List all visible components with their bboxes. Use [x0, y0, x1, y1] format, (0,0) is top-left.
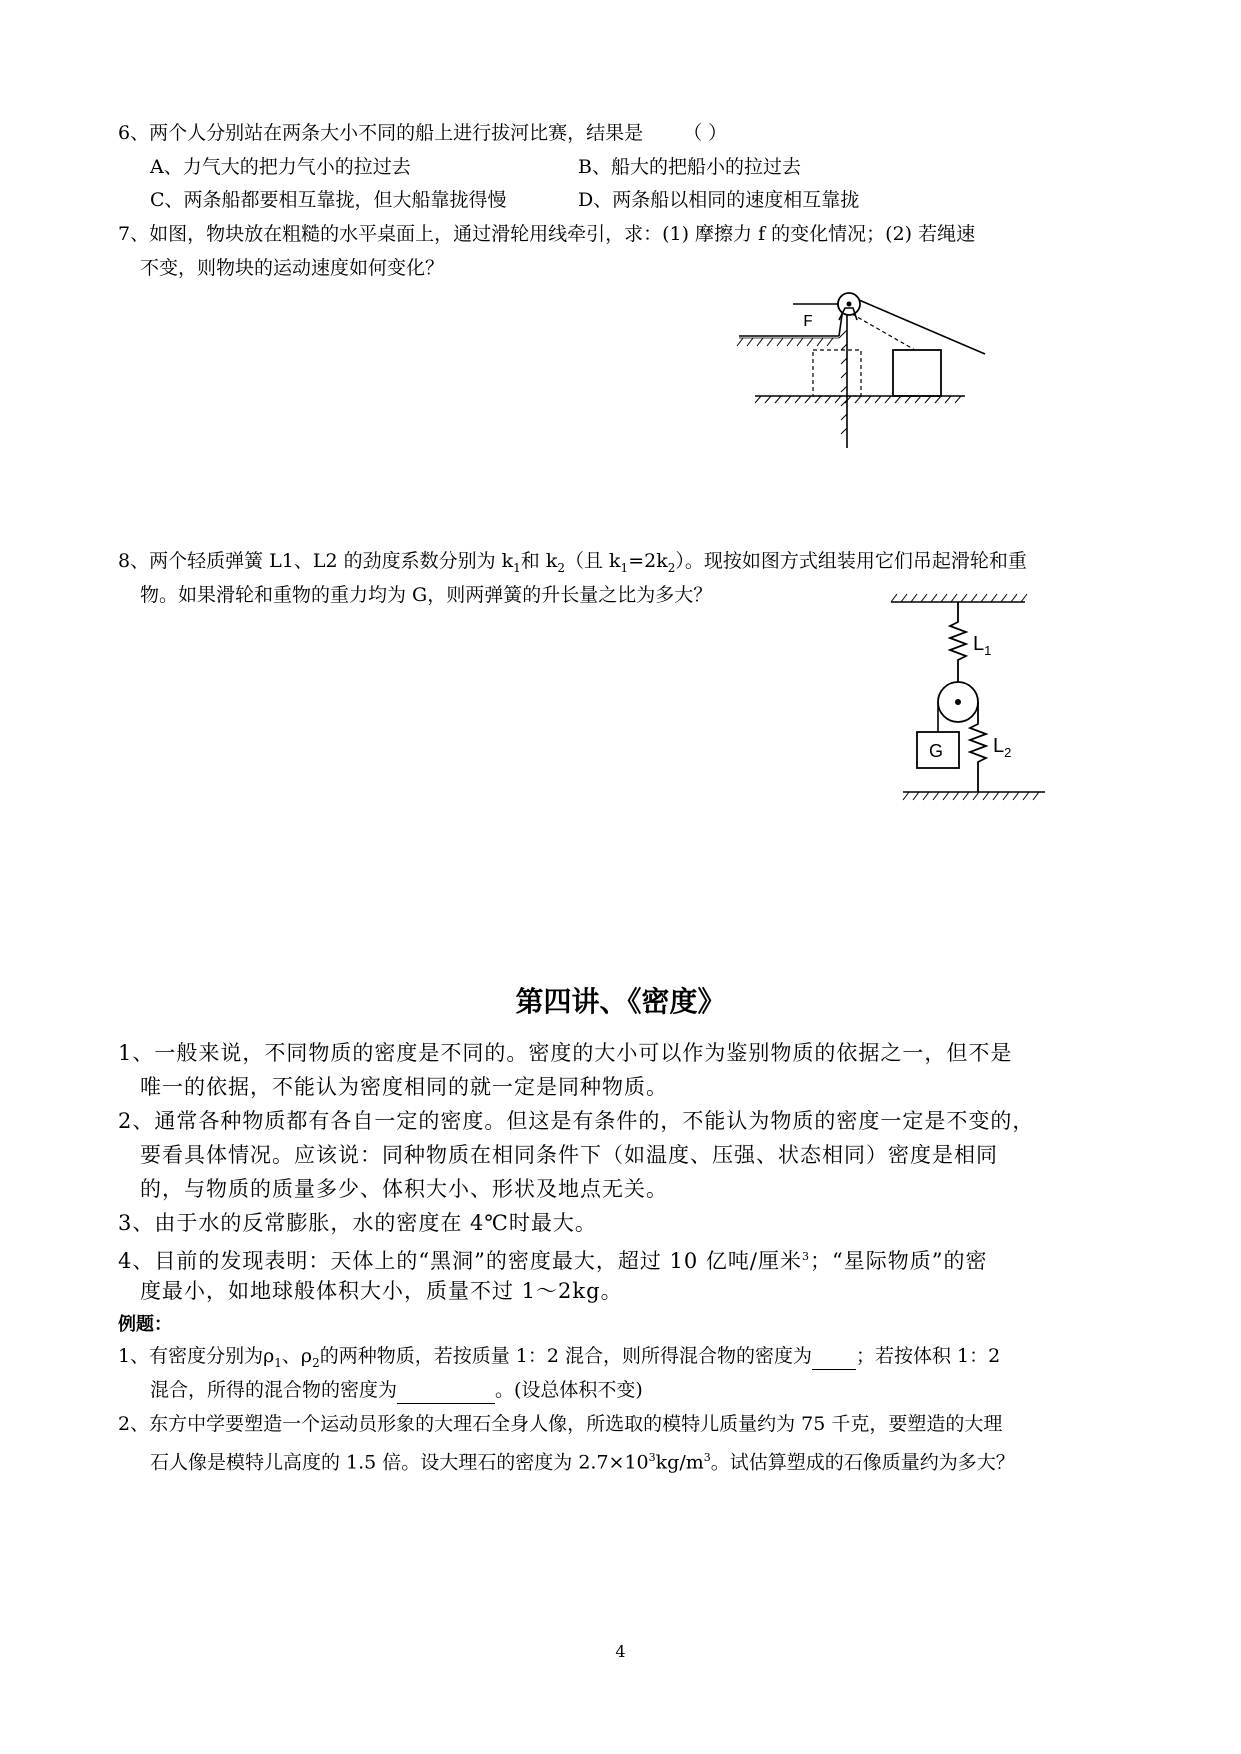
spring-l1 — [950, 602, 966, 682]
q6-option-c: C、两条船都要相互靠拢，但大船靠拢得慢 — [150, 189, 507, 211]
point-3: 3、由于水的反常膨胀，水的密度在 4℃时最大。 — [118, 1211, 597, 1235]
q7-line2: 不变，则物块的运动速度如何变化？ — [140, 257, 445, 279]
q6-answer-paren: （ ） — [683, 122, 728, 144]
spring-l1-label: $L_1$ — [973, 633, 992, 658]
q7-line1: 7、如图，物块放在粗糙的水平桌面上，通过滑轮用线牵引，求：(1) 摩擦力 f 的变化情况；(2) 若绳速 — [118, 223, 976, 245]
q8-line1: 8、两个轻质弹簧 L1、L2 的劲度系数分别为 $k_1$和 $k_2$（且 $k_1=2k_2$）。现按如图方式组装用它们吊起滑轮和重 — [118, 550, 1027, 575]
answer-blank-1[interactable] — [812, 1343, 856, 1370]
point-1-line2: 唯一的依据，不能认为密度相同的就一定是同种物质。 — [140, 1075, 668, 1099]
answer-blank-2[interactable] — [397, 1377, 495, 1404]
spring-pulley-figure — [885, 592, 1065, 842]
example-1-line1: 1、有密度分别为$\rho_1$、$\rho_2$的两种物质，若按质量 1：2 混合，则所得混合物的密度为 ；若按体积 1：2 — [118, 1345, 1001, 1370]
pulley-block-figure — [735, 290, 1075, 460]
point-2-line3: 的，与物质的质量多少、体积大小、形状及地点无关。 — [140, 1177, 668, 1201]
examples-label: 例题： — [118, 1314, 172, 1335]
point-2-line1: 2、通常各种物质都有各自一定的密度。但这是有条件的，不能认为物质的密度一定是不变的， — [118, 1109, 1035, 1133]
point-2-line2: 要看具体情况。应该说：同种物质在相同条件下（如温度、压强、状态相同）密度是相同 — [140, 1143, 998, 1167]
q6-option-b: B、船大的把船小的拉过去 — [578, 156, 801, 178]
q6-option-d: D、两条船以相同的速度相互靠拢 — [578, 189, 860, 211]
example-2-line1: 2、东方中学要塑造一个运动员形象的大理石全身人像，所选取的模特儿质量约为 75 千克，要塑造的大理 — [118, 1413, 1003, 1435]
floor-hatch — [755, 396, 961, 403]
q6-stem: 6、两个人分别站在两条大小不同的船上进行拔河比赛，结果是 （ ） — [118, 122, 728, 144]
page-number: 4 — [615, 1642, 626, 1661]
force-label-f: F — [803, 313, 814, 332]
section-title: 第四讲、《密度》 — [515, 985, 726, 1018]
weight-g-label: G — [929, 741, 944, 761]
table-hatch — [737, 338, 833, 346]
block — [893, 350, 941, 396]
q8-line2: 物。如果滑轮和重物的重力均为 G，则两弹簧的升长量之比为多大？ — [140, 584, 713, 606]
q6-option-a: A、力气大的把力气小的拉过去 — [150, 156, 411, 178]
example-2-line2: 石人像是模特儿高度的 1.5 倍。设大理石的密度为 $2.7\times 10^3kg/m^3$。试估算塑成的石像质量约为多大？ — [150, 1451, 1015, 1474]
example-1-line2: 混合，所得的混合物的密度为 。(设总体积不变) — [150, 1377, 643, 1404]
ceiling-hatch — [891, 594, 1027, 602]
point-1-line1: 1、一般来说，不同物质的密度是不同的。密度的大小可以作为鉴别物质的依据之一，但不是 — [118, 1041, 1013, 1065]
spring-l2-label: $L_2$ — [993, 735, 1012, 760]
point-4-line1: 4、目前的发现表明：天体上的“黑洞”的密度最大，超过 10 亿吨/厘米$^3$；“星际物质”的密 — [118, 1249, 988, 1273]
point-4-line2: 度最小，如地球般体积大小，质量不过 1～2kg。 — [140, 1279, 623, 1303]
wall-hatch — [839, 330, 847, 434]
ground-hatch — [903, 792, 1039, 800]
